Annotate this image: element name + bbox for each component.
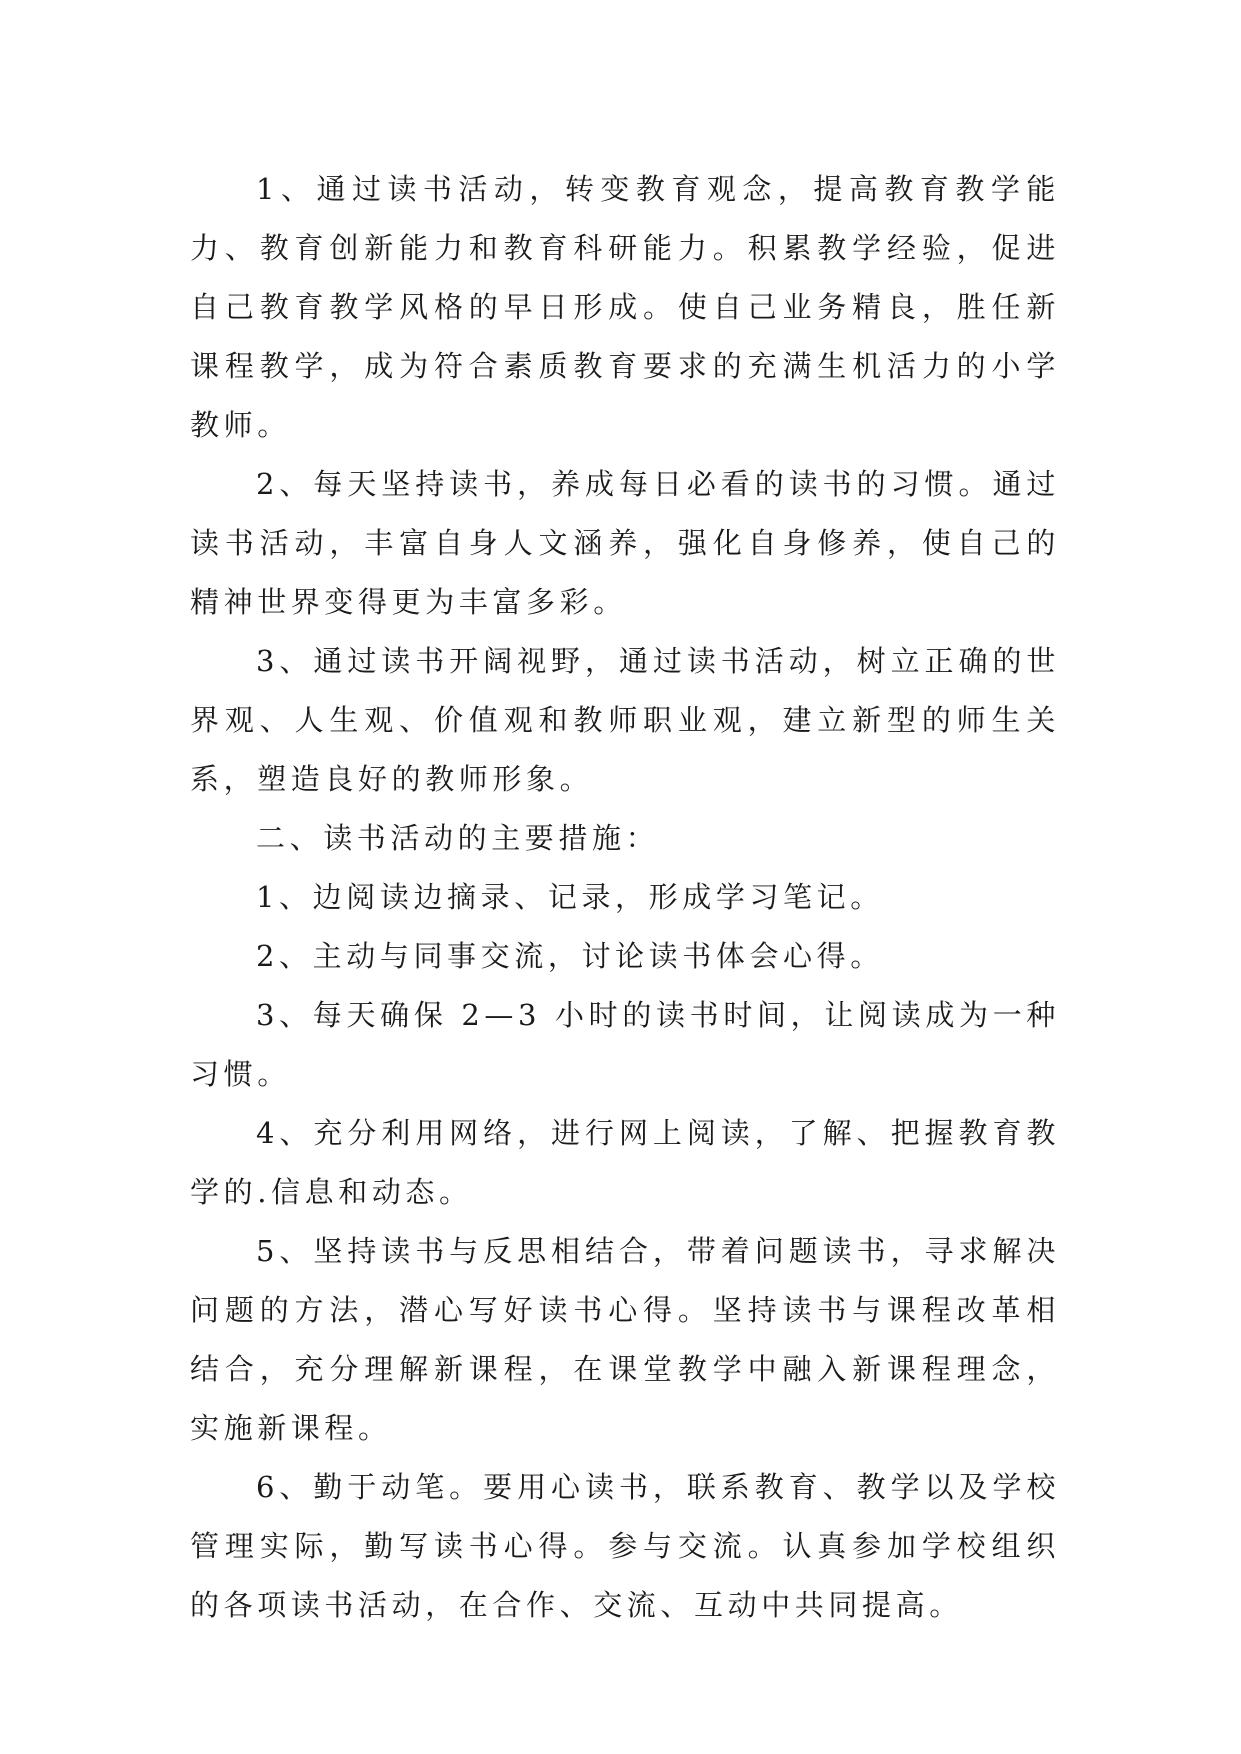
paragraph-goal-2: 2、每天坚持读书，养成每日必看的读书的习惯。通过读书活动，丰富自身人文涵养，强化自身修养，使自己的精神世界变得更为丰富多彩。 bbox=[190, 467, 1060, 619]
section-heading-measures: 二、读书活动的主要措施： bbox=[256, 821, 660, 855]
paragraph-measure-3: 3、每天确保 2—3 小时的读书时间，让阅读成为一种习惯。 bbox=[190, 998, 1060, 1091]
paragraph-measure-1: 1、边阅读边摘录、记录，形成学习笔记。 bbox=[256, 880, 884, 914]
paragraph-measure-5: 5、坚持读书与反思相结合，带着问题读书，寻求解决问题的方法，潜心写好读书心得。坚持读书与课程改革相结合，充分理解新课程，在课堂教学中融入新课程理念，实施新课程。 bbox=[190, 1234, 1060, 1445]
paragraph-goal-1: 1、通过读书活动，转变教育观念，提高教育教学能力、教育创新能力和教育科研能力。积累教学经验，促进自己教育教学风格的早日形成。使自己业务精良，胜任新课程教学，成为符合素质教育要求的充满生机活力的小学教师。 bbox=[190, 172, 1060, 442]
paragraph-measure-2: 2、主动与同事交流，讨论读书体会心得。 bbox=[256, 939, 884, 973]
paragraph-goal-3: 3、通过读书开阔视野，通过读书活动，树立正确的世界观、人生观、价值观和教师职业观，建立新型的师生关系，塑造良好的教师形象。 bbox=[190, 644, 1060, 796]
document-body bbox=[190, 160, 1060, 1635]
paragraph-measure-6: 6、勤于动笔。要用心读书，联系教育、教学以及学校管理实际，勤写读书心得。参与交流。认真参加学校组织的各项读书活动，在合作、交流、互动中共同提高。 bbox=[190, 1470, 1060, 1622]
paragraph-measure-4: 4、充分利用网络，进行网上阅读，了解、把握教育教学的.信息和动态。 bbox=[190, 1116, 1060, 1209]
